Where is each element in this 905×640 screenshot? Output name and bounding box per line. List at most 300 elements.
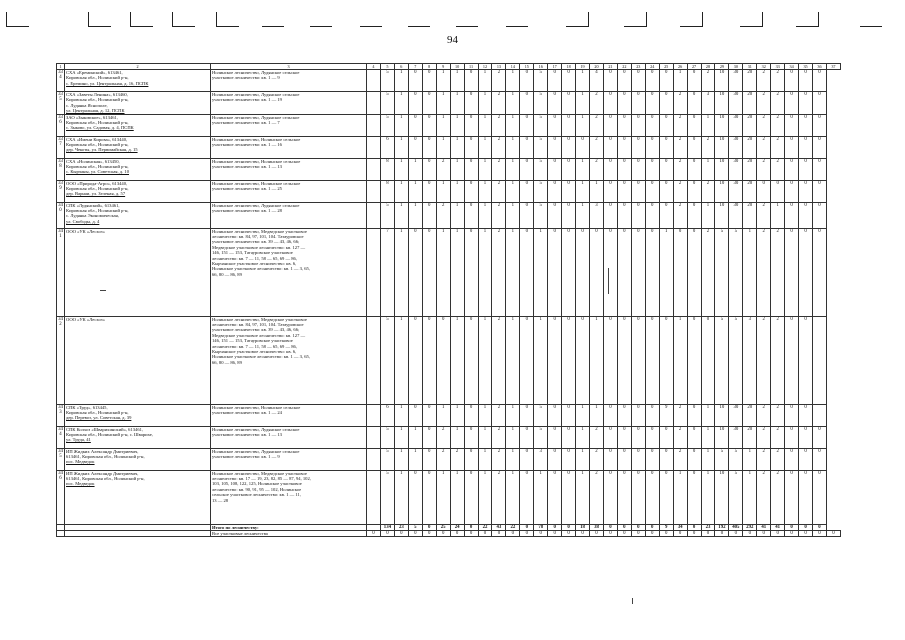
value-cell: 5 xyxy=(380,426,394,448)
value-cell: 0 xyxy=(785,158,799,180)
value-cell: 0 xyxy=(687,448,701,470)
forestry-line: участковое лесничество: кв. 1 — 24 xyxy=(212,410,282,416)
value-cell: 1 xyxy=(408,202,422,228)
forestry-line: 66, 80 — 86, 89 xyxy=(212,271,242,277)
value-cell: 0 xyxy=(687,470,701,524)
value-cell: 5 xyxy=(534,114,548,136)
owner-line: СПК «Лудянский», 613461, xyxy=(66,202,120,208)
value-cell xyxy=(813,316,827,404)
total-value: 22 xyxy=(478,524,492,530)
total-value: 0 xyxy=(687,524,701,530)
owner-line: ИП Жидких Александр Дмитриевич, xyxy=(66,470,139,476)
value-cell: 10 xyxy=(715,202,729,228)
value-cell: 2 xyxy=(701,70,715,92)
owner-line: 613461, Кировская обл., Нолинский р-н, xyxy=(66,476,145,482)
value-cell: 2 xyxy=(492,448,506,470)
value-cell: 1 xyxy=(506,180,520,202)
value-cell xyxy=(813,404,827,426)
value-cell: 0 xyxy=(701,316,715,404)
forestry-line: участковое лесничество: кв. 1 — 28 xyxy=(212,208,282,214)
value-cell: 1 xyxy=(394,202,408,228)
value-cell: 2 xyxy=(590,114,604,136)
value-cell: 0 xyxy=(520,158,534,180)
value-cell: 1 xyxy=(506,70,520,92)
owner-line: ул. Центральная, д. 12, ПСПК xyxy=(66,108,125,114)
value-cell: 0 xyxy=(799,180,813,202)
all-value: 0 xyxy=(757,531,771,537)
crop-mark xyxy=(506,12,528,27)
forestry-line: Медведское участковое лесничество: кв. 127 — xyxy=(212,244,306,250)
page-number: 94 xyxy=(447,34,458,46)
value-cell: 7 xyxy=(380,228,394,316)
value-cell: 0 xyxy=(422,136,436,158)
value-cell: 1 xyxy=(394,158,408,180)
value-cell: 6 xyxy=(380,136,394,158)
value-cell: 0 xyxy=(631,448,645,470)
forestry-line: Нолинское лесничество, Лудянское сельское xyxy=(212,426,300,432)
value-cell: 0 xyxy=(603,316,617,404)
all-value: 0 xyxy=(785,531,799,537)
total-value: 9 xyxy=(659,524,673,530)
value-cell: 2 xyxy=(436,202,450,228)
value-cell: 0 xyxy=(464,448,478,470)
owner-line: с. Еремино, ул. Центральная, д. 16, ПСПК xyxy=(66,80,149,86)
value-cell: 2 xyxy=(771,228,785,316)
value-cell: 1 xyxy=(450,180,464,202)
value-cell: 0 xyxy=(408,70,422,92)
value-cell: 0 xyxy=(813,114,827,136)
value-cell: 1 xyxy=(534,470,548,524)
value-cell: 0 xyxy=(813,136,827,158)
value-cell: 0 xyxy=(576,316,590,404)
column-number: 33 xyxy=(771,64,785,70)
forestry-line: Нолинское лесничество, Лудянское сельское xyxy=(212,92,300,97)
value-cell: 1 xyxy=(576,426,590,448)
row-number: 336 xyxy=(57,114,65,136)
value-cell: 0 xyxy=(813,426,827,448)
value-cell: 1 xyxy=(478,316,492,404)
value-cell: 0 xyxy=(813,448,827,470)
value-cell: 0 xyxy=(464,92,478,115)
value-cell: 0 xyxy=(603,470,617,524)
value-cell: 1 xyxy=(506,404,520,426)
all-value: 0 xyxy=(380,531,394,537)
value-cell: 5 xyxy=(534,180,548,202)
value-cell: 0 xyxy=(645,426,659,448)
all-value: 0 xyxy=(464,531,478,537)
value-cell: 0 xyxy=(687,202,701,228)
column-number: 13 xyxy=(492,64,506,70)
value-cell xyxy=(367,404,381,426)
value-cell: 2 xyxy=(492,92,506,115)
table-row xyxy=(57,114,841,136)
forestry-line: 146, 151 — 153, Татауровское участковое xyxy=(212,338,293,344)
value-cell: 0 xyxy=(590,228,604,316)
forestry-cell xyxy=(211,114,367,136)
table-row xyxy=(57,228,841,316)
owner-line: ул. Труда, 41 xyxy=(66,437,91,443)
forestry-cell xyxy=(211,136,367,158)
owner-line: СПК Колхоз «Шварихинский», 613461, xyxy=(66,426,144,432)
value-cell: 1 xyxy=(478,180,492,202)
value-cell: 2 xyxy=(436,158,450,180)
value-cell: 0 xyxy=(645,448,659,470)
value-cell: 0 xyxy=(576,228,590,316)
value-cell: 1 xyxy=(450,316,464,404)
owner-cell xyxy=(65,470,211,524)
owner-line: Кировская обл., Нолинский р-н, xyxy=(66,208,129,214)
scan-artifact xyxy=(608,268,609,294)
value-cell: 1 xyxy=(450,158,464,180)
value-cell: 1 xyxy=(590,316,604,404)
value-cell: 1 xyxy=(408,448,422,470)
all-value: 0 xyxy=(478,531,492,537)
value-cell: 4 xyxy=(590,70,604,92)
column-number: 11 xyxy=(464,64,478,70)
value-cell: 0 xyxy=(422,92,436,115)
value-cell: 0 xyxy=(408,92,422,115)
forestry-cell xyxy=(211,426,367,448)
value-cell: 1 xyxy=(743,448,757,470)
all-value: 0 xyxy=(534,531,548,537)
value-cell: 1 xyxy=(478,114,492,136)
value-cell: 20 xyxy=(743,158,757,180)
value-cell: 0 xyxy=(813,202,827,228)
owner-line: дер. Перевоз, ул. Советская, д. 39 xyxy=(66,415,132,421)
forestry-line: лесничество: кв. 90, 91, 95 — 102, Нолинское xyxy=(212,486,302,492)
value-cell: 5 xyxy=(729,470,743,524)
value-cell: 1 xyxy=(701,202,715,228)
forestry-line: лесничество: кв. 17 — 19, 23, 82, 85 — 87, 94, 102, xyxy=(212,476,311,482)
value-cell: 0 xyxy=(617,92,631,115)
value-cell: 0 xyxy=(464,426,478,448)
value-cell: 1 xyxy=(436,180,450,202)
value-cell: 0 xyxy=(464,158,478,180)
value-cell: 0 xyxy=(408,114,422,136)
value-cell: 0 xyxy=(645,114,659,136)
value-cell: 1 xyxy=(576,404,590,426)
value-cell: 1 xyxy=(436,114,450,136)
value-cell: 1 xyxy=(576,70,590,92)
value-cell: 0 xyxy=(562,316,576,404)
value-cell: 0 xyxy=(645,404,659,426)
value-cell: 1 xyxy=(659,228,673,316)
value-cell: 0 xyxy=(687,92,701,115)
value-cell: 1 xyxy=(478,70,492,92)
forestry-cell xyxy=(211,92,367,115)
total-value: 22 xyxy=(506,524,520,530)
owner-line: 613461, Кировская обл., Нолинский р-н, xyxy=(66,454,145,460)
value-cell: 0 xyxy=(562,70,576,92)
owner-line: Кировская обл., Нолинский р-н, с. Шварихе, xyxy=(66,432,153,438)
value-cell: 1 xyxy=(478,202,492,228)
value-cell: 1 xyxy=(394,136,408,158)
value-cell: 0 xyxy=(631,180,645,202)
value-cell: 0 xyxy=(645,202,659,228)
column-number: 14 xyxy=(506,64,520,70)
value-cell: 2 xyxy=(436,448,450,470)
all-value: 0 xyxy=(743,531,757,537)
value-cell: 2 xyxy=(757,228,771,316)
value-cell: 0 xyxy=(562,404,576,426)
owner-line: Кировская обл., Нолинский р-н, xyxy=(66,410,129,416)
value-cell: 0 xyxy=(687,228,701,316)
column-number: 5 xyxy=(380,64,394,70)
value-cell: 0 xyxy=(799,158,813,180)
owner-line: ИП Жидких Александр Дмитриевич, xyxy=(66,448,139,454)
value-cell: 0 xyxy=(464,202,478,228)
value-cell xyxy=(367,316,381,404)
value-cell: 2 xyxy=(771,316,785,404)
crop-mark xyxy=(310,12,332,27)
all-value: 0 xyxy=(687,531,701,537)
value-cell: 0 xyxy=(799,92,813,115)
value-cell: 2 xyxy=(492,316,506,404)
forestry-line: участковое лесничество: кв. 1 — 13 xyxy=(212,432,282,438)
row-number: 338 xyxy=(57,158,65,180)
crop-marks xyxy=(0,12,905,32)
value-cell: 0 xyxy=(813,92,827,115)
value-cell: 5 xyxy=(729,228,743,316)
value-cell: 0 xyxy=(603,228,617,316)
column-number: 23 xyxy=(631,64,645,70)
owner-line: СХА «Нолинская», 613450, xyxy=(66,158,120,164)
value-cell: 5 xyxy=(380,202,394,228)
forestry-line: лесничество: кв. 7 — 11, 58 — 65, 69 — 86, xyxy=(212,255,297,261)
value-cell: 0 xyxy=(464,114,478,136)
forestry-line: Нолинское лесничество, Нолинское сельское xyxy=(212,180,301,186)
value-cell: 2 xyxy=(673,180,687,202)
value-cell: 8 xyxy=(380,180,394,202)
value-cell: 1 xyxy=(576,202,590,228)
value-cell: 3 xyxy=(534,448,548,470)
value-cell: 0 xyxy=(631,158,645,180)
value-cell: 5 xyxy=(380,70,394,92)
forestry-line: участковое лесничество: кв. 1 — 7 xyxy=(212,120,280,126)
owner-cell xyxy=(65,426,211,448)
owner-line: Кировская обл., Нолинский р-н, xyxy=(66,75,129,81)
value-cell: 20 xyxy=(743,136,757,158)
owner-line: Кировская обл., Нолинский р-н, xyxy=(66,97,129,103)
total-value: 41 xyxy=(771,524,785,530)
forestry-line: 13 — 28 xyxy=(212,497,229,503)
forestry-line: 146, 151 — 153, Татауровское участковое xyxy=(212,250,293,256)
all-value: 0 xyxy=(826,531,840,537)
value-cell: 1 xyxy=(408,426,422,448)
value-cell: 0 xyxy=(548,202,562,228)
value-cell: 1 xyxy=(506,92,520,115)
forestry-cell xyxy=(211,316,367,404)
value-cell: 0 xyxy=(645,158,659,180)
value-cell: 0 xyxy=(687,404,701,426)
value-cell: 2 xyxy=(492,202,506,228)
all-value: 0 xyxy=(394,531,408,537)
value-cell: 0 xyxy=(408,404,422,426)
value-cell: 0 xyxy=(603,448,617,470)
value-cell: 1 xyxy=(394,448,408,470)
value-cell: 3 xyxy=(590,202,604,228)
value-cell: 2 xyxy=(673,158,687,180)
value-cell: 0 xyxy=(799,114,813,136)
value-cell: 10 xyxy=(715,470,729,524)
crop-mark xyxy=(566,12,589,27)
value-cell: 0 xyxy=(813,470,827,524)
owner-line: Кировская обл., Нолинский р-н, xyxy=(66,164,129,170)
value-cell: 0 xyxy=(464,136,478,158)
value-cell: 9 xyxy=(659,404,673,426)
value-cell: 0 xyxy=(785,316,799,404)
value-cell: 30 xyxy=(729,180,743,202)
all-value: 0 xyxy=(673,531,687,537)
value-cell: 0 xyxy=(785,470,799,524)
value-cell: 1 xyxy=(450,202,464,228)
value-cell: 1 xyxy=(576,158,590,180)
crop-mark xyxy=(360,12,382,27)
value-cell: 1 xyxy=(590,404,604,426)
value-cell: 0 xyxy=(645,92,659,115)
value-cell: 0 xyxy=(422,202,436,228)
forestry-line: лесничество: кв. 84, 97, 101, 104. Татауровское xyxy=(212,322,304,328)
forestry-line: участковое лесничество: кв. 39 — 43, 46, 66; xyxy=(212,327,300,333)
value-cell: 0 xyxy=(422,158,436,180)
value-cell xyxy=(367,470,381,524)
value-cell: 5 xyxy=(715,448,729,470)
value-cell xyxy=(367,180,381,202)
value-cell: 2 xyxy=(771,158,785,180)
value-cell: 1 xyxy=(478,448,492,470)
total-value: 0 xyxy=(603,524,617,530)
value-cell: 0 xyxy=(645,70,659,92)
forestry-line: Нолинское лесничество, Нолинское сельское xyxy=(212,158,301,164)
value-cell: 1 xyxy=(394,316,408,404)
value-cell: 0 xyxy=(548,404,562,426)
value-cell: 1 xyxy=(506,202,520,228)
value-cell: 0 xyxy=(548,180,562,202)
value-cell: 1 xyxy=(394,228,408,316)
owner-cell xyxy=(65,180,211,202)
crop-mark xyxy=(216,12,239,27)
value-cell: 0 xyxy=(548,228,562,316)
column-number: 10 xyxy=(450,64,464,70)
value-cell: 20 xyxy=(743,404,757,426)
value-cell: 0 xyxy=(799,404,813,426)
value-cell: 0 xyxy=(562,202,576,228)
value-cell: 0 xyxy=(631,470,645,524)
value-cell: 0 xyxy=(659,448,673,470)
value-cell: 1 xyxy=(506,114,520,136)
value-cell: 2 xyxy=(492,114,506,136)
all-value: 0 xyxy=(436,531,450,537)
value-cell: 0 xyxy=(464,228,478,316)
table-row xyxy=(57,448,841,470)
value-cell: 2 xyxy=(492,426,506,448)
total-value: 23 xyxy=(394,524,408,530)
value-cell: 5 xyxy=(380,448,394,470)
value-cell: 2 xyxy=(673,114,687,136)
value-cell: 0 xyxy=(799,70,813,92)
value-cell: 0 xyxy=(631,228,645,316)
value-cell: 5 xyxy=(715,316,729,404)
value-cell: 1 xyxy=(478,404,492,426)
value-cell: 0 xyxy=(785,136,799,158)
value-cell: 0 xyxy=(422,180,436,202)
value-cell: 0 xyxy=(520,202,534,228)
value-cell: 1 xyxy=(506,448,520,470)
value-cell: 0 xyxy=(659,136,673,158)
crop-mark xyxy=(624,12,647,27)
column-number: 2 xyxy=(65,64,211,70)
column-number: 17 xyxy=(548,64,562,70)
value-cell: 0 xyxy=(408,228,422,316)
forestry-cell xyxy=(211,202,367,228)
value-cell: 0 xyxy=(422,470,436,524)
value-cell: 30 xyxy=(729,136,743,158)
value-cell xyxy=(367,70,381,92)
forestry-line: лесничество: кв. 7 — 11, 58 — 65, 69 — 86, xyxy=(212,343,297,349)
value-cell: 1 xyxy=(743,470,757,524)
forestry-line: Нолинское лесничество, Лудянское сельское xyxy=(212,114,300,120)
value-cell: 1 xyxy=(701,158,715,180)
value-cell: 0 xyxy=(659,114,673,136)
value-cell: 1 xyxy=(506,470,520,524)
value-cell: 0 xyxy=(687,180,701,202)
value-cell: 0 xyxy=(813,228,827,316)
owner-line: СПК «Труд», 613445, xyxy=(66,404,108,410)
owner-line: с. Зыково, ул. Садовая, д. 4, ПСПК xyxy=(66,125,134,131)
value-cell: 5 xyxy=(729,316,743,404)
value-cell: 0 xyxy=(617,114,631,136)
value-cell: 0 xyxy=(659,70,673,92)
value-cell: 0 xyxy=(785,426,799,448)
owner-line: дер. Чекоты, ул. Первомайская, д. 15 xyxy=(66,147,138,153)
value-cell: 0 xyxy=(464,70,478,92)
all-value: 0 xyxy=(603,531,617,537)
value-cell: 0 xyxy=(785,448,799,470)
value-cell: 0 xyxy=(645,316,659,404)
total-value: 18 xyxy=(576,524,590,530)
value-cell: 10 xyxy=(715,92,729,115)
value-cell: 2 xyxy=(771,136,785,158)
owner-cell xyxy=(65,228,211,316)
value-cell: 1 xyxy=(478,92,492,115)
total-value: 43 xyxy=(492,524,506,530)
column-number: 8 xyxy=(422,64,436,70)
column-number: 6 xyxy=(394,64,408,70)
value-cell: 2 xyxy=(701,180,715,202)
value-cell: 0 xyxy=(687,426,701,448)
row-number: 340 xyxy=(57,202,65,228)
value-cell: 2 xyxy=(673,404,687,426)
column-number: 19 xyxy=(576,64,590,70)
value-cell: 2 xyxy=(757,448,771,470)
forestry-line: Кырчанское участковое лесничество: кв. 6, xyxy=(212,349,297,355)
value-cell: 1 xyxy=(701,470,715,524)
value-cell: 1 xyxy=(506,316,520,404)
forest-register-table xyxy=(56,63,841,537)
value-cell: 5 xyxy=(380,316,394,404)
value-cell: 0 xyxy=(548,136,562,158)
value-cell: 2 xyxy=(757,316,771,404)
value-cell: 1 xyxy=(701,426,715,448)
forestry-line: участковое лесничество: кв. 1 — 9 xyxy=(212,75,280,81)
value-cell: 1 xyxy=(408,158,422,180)
value-cell: 1 xyxy=(478,470,492,524)
row-number: 341 xyxy=(57,228,65,316)
all-value: 0 xyxy=(799,531,813,537)
value-cell: 1 xyxy=(771,202,785,228)
value-cell: 0 xyxy=(603,92,617,115)
value-cell: 0 xyxy=(464,316,478,404)
